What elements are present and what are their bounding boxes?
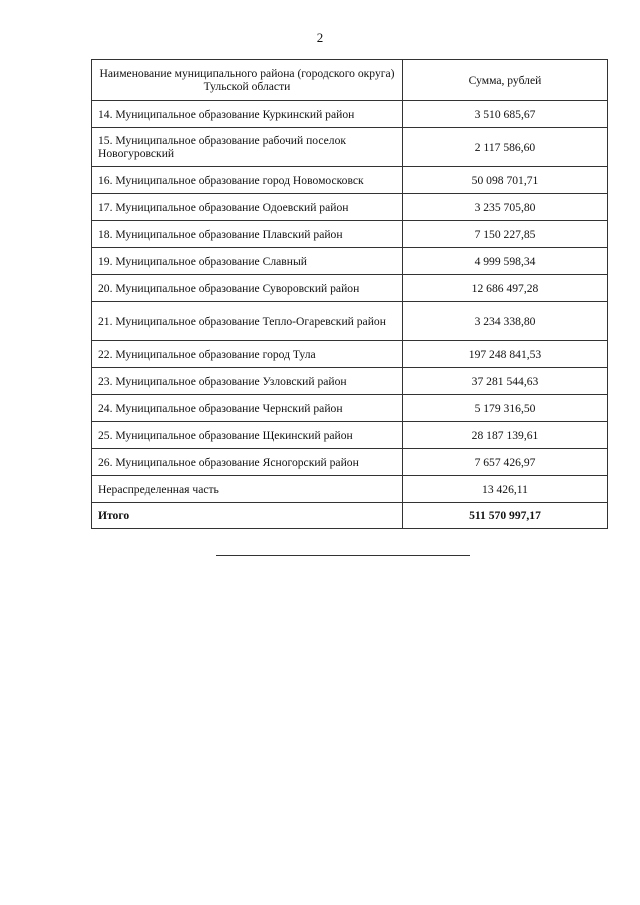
municipality-name: 14. Муниципальное образование Куркинский район [92, 101, 403, 128]
amount-value: 7 150 227,85 [403, 221, 608, 248]
table-header-row [92, 60, 608, 101]
header-municipality: Наименование муниципального района (городского округа) Тульской области [92, 60, 403, 101]
municipality-name: 19. Муниципальное образование Славный [92, 248, 403, 275]
municipality-name: 24. Муниципальное образование Чернский район [92, 395, 403, 422]
closing-divider-line [216, 555, 470, 556]
municipality-name: 18. Муниципальное образование Плавский район [92, 221, 403, 248]
table-row [92, 128, 608, 167]
table-row [92, 221, 608, 248]
header-amount: Сумма, рублей [403, 60, 608, 101]
amount-value: 2 117 586,60 [403, 128, 608, 167]
table-row [92, 395, 608, 422]
municipality-name: 21. Муниципальное образование Тепло-Огаревский район [92, 302, 403, 341]
table-row [92, 476, 608, 503]
amount-value: 3 510 685,67 [403, 101, 608, 128]
amount-value: 3 234 338,80 [403, 302, 608, 341]
municipality-name: 23. Муниципальное образование Узловский район [92, 368, 403, 395]
municipality-name: 15. Муниципальное образование рабочий поселок Новогуровский [92, 128, 403, 167]
amount-value: 37 281 544,63 [403, 368, 608, 395]
total-amount: 511 570 997,17 [403, 503, 608, 529]
table-row [92, 167, 608, 194]
amount-value: 197 248 841,53 [403, 341, 608, 368]
table-row [92, 368, 608, 395]
municipality-name: 17. Муниципальное образование Одоевский район [92, 194, 403, 221]
table-row [92, 248, 608, 275]
amount-value: 3 235 705,80 [403, 194, 608, 221]
table-row [92, 101, 608, 128]
municipality-name: 22. Муниципальное образование город Тула [92, 341, 403, 368]
total-label: Итого [92, 503, 403, 529]
amount-value: 50 098 701,71 [403, 167, 608, 194]
unallocated-label: Нераспределенная часть [92, 476, 403, 503]
table-row [92, 302, 608, 341]
amount-value: 12 686 497,28 [403, 275, 608, 302]
municipality-name: 16. Муниципальное образование город Новомосковск [92, 167, 403, 194]
amount-value: 28 187 139,61 [403, 422, 608, 449]
allocation-table [91, 59, 608, 529]
unallocated-amount: 13 426,11 [403, 476, 608, 503]
municipality-name: 26. Муниципальное образование Ясногорский район [92, 449, 403, 476]
table-row [92, 449, 608, 476]
table-row [92, 194, 608, 221]
table-row [92, 422, 608, 449]
page-number: 2 [316, 30, 324, 45]
municipality-name: 20. Муниципальное образование Суворовский район [92, 275, 403, 302]
total-row [92, 503, 608, 529]
amount-value: 7 657 426,97 [403, 449, 608, 476]
amount-value: 4 999 598,34 [403, 248, 608, 275]
table-row [92, 275, 608, 302]
amount-value: 5 179 316,50 [403, 395, 608, 422]
municipality-name: 25. Муниципальное образование Щекинский район [92, 422, 403, 449]
table-row [92, 341, 608, 368]
